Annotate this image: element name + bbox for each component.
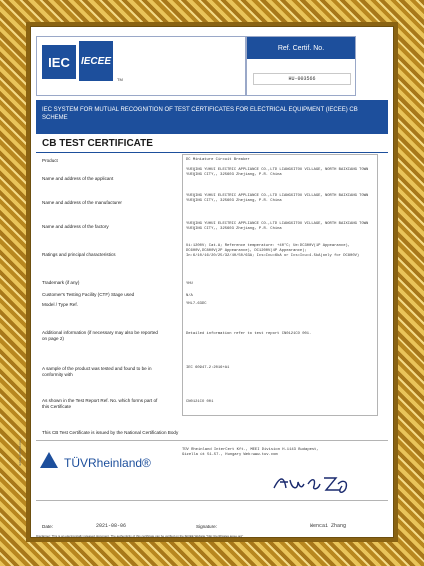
trademark-mark: TM xyxy=(117,77,123,82)
iecee-logo: IECEE xyxy=(79,41,113,81)
label-conformity: A sample of the product was tested and found to be in conformity with xyxy=(42,366,152,377)
value-additional-info: Detailed information refer to test report CN0121CO 001. xyxy=(186,332,312,336)
ref-certificate-label: Ref. Certif. No. xyxy=(247,37,355,59)
certificate-header xyxy=(28,30,364,94)
value-ctf-stage: N/A xyxy=(186,294,193,298)
value-trademark: YHU xyxy=(186,282,193,286)
title-divider xyxy=(36,152,388,153)
logo-box xyxy=(36,36,246,96)
page-title: CB TEST CERTIFICATE xyxy=(42,138,153,149)
value-manufacturer: YUEQING YUHUI ELECTRIC APPLIANCE CO.,LTD LIANGXITOU VILLAGE, NORTH BAIXIANG TOWN YUEQING CITY,, 325603 Zhejiang, P.R. China xyxy=(186,194,369,203)
ref-certificate-box xyxy=(246,36,356,96)
signatory-name: Wencai Zhang xyxy=(310,523,347,529)
value-model: YHL7-63DC xyxy=(186,302,207,306)
label-ratings: Ratings and principal characteristics xyxy=(42,252,116,257)
label-test-report: As shown in the Test Report Ref. No. which forms part of this Certificate xyxy=(42,398,158,409)
tuv-triangle-icon xyxy=(40,452,58,468)
value-conformity: IEC 60947-2:2016+A1 xyxy=(186,366,230,370)
value-applicant: YUEQING YUHUI ELECTRIC APPLIANCE CO.,LTD LIANGXITOU VILLAGE, NORTH BAIXIANG TOWN YUEQING CITY,, 325603 Zhejiang, P.R. China xyxy=(186,168,369,177)
date-value: 2021-08-06 xyxy=(96,523,127,529)
side-form-code: IECEE OD-2042/AA xyxy=(18,439,22,466)
handwritten-signature xyxy=(272,470,352,496)
disclaimer: Disclaimer: This is an electronically released document. The authenticity of this certificate can be verified on the IECEE Website "http://certificates.iecee.org" xyxy=(36,534,244,538)
label-ctf-stage: Customer's Testing Facility (CTF) Stage used xyxy=(42,292,135,297)
scheme-banner: IEC SYSTEM FOR MUTUAL RECOGNITION OF TEST CERTIFICATES FOR ELECTRICAL EQUIPMENT (IECEE) CB SCHEME xyxy=(36,100,388,134)
tuv-address: TÜV Rheinland InterCert Kft., MEEI Division H-1143 Budapest, Gizella út 51-57., Hungary Web:www.tuv.com xyxy=(182,448,319,457)
label-factory: Name and address of the factory xyxy=(42,224,109,229)
signature-label: Signature: xyxy=(196,524,217,529)
value-test-report: CN0121CO 001 xyxy=(186,400,214,404)
label-product: Product xyxy=(42,158,58,163)
label-applicant: Name and address of the applicant xyxy=(42,176,114,181)
tuv-logo-text: TÜVRheinland® xyxy=(64,456,151,470)
value-factory: YUEQING YUHUI ELECTRIC APPLIANCE CO.,LTD LIANGXITOU VILLAGE, NORTH BAIXIANG TOWN YUEQING CITY,, 325603 Zhejiang, P.R. China xyxy=(186,222,369,231)
ref-certificate-number: HU-003566 xyxy=(253,73,351,85)
footer-divider xyxy=(36,500,388,501)
label-manufacturer: Name and address of the manufacturer xyxy=(42,200,122,205)
value-ratings: Ui:1200V; Cat.A; Reference temperature: +40°C; Ue:DC300V(1P Appearance), DC600V,DC800V(2P Appearance), DC1200V(4P Appearance); In:6/10/16/20/25/32/40/50/63A; Ics=Icu=6kA or Ics=Icu=4.5kA(only for DC800V) xyxy=(186,244,360,258)
iec-logo: IEC xyxy=(42,45,76,79)
label-trademark: Trademark (if any) xyxy=(42,280,80,285)
label-additional-info: Additional information (if necessary may also be reported on page 2) xyxy=(42,330,158,341)
issued-statement: This CB Test Certificate is issued by the National Certification Body xyxy=(42,430,179,435)
date-label: Date: xyxy=(42,524,53,529)
value-product: DC Miniature Circuit Breaker xyxy=(186,158,250,162)
label-model: Model / Type Ref. xyxy=(42,302,78,307)
